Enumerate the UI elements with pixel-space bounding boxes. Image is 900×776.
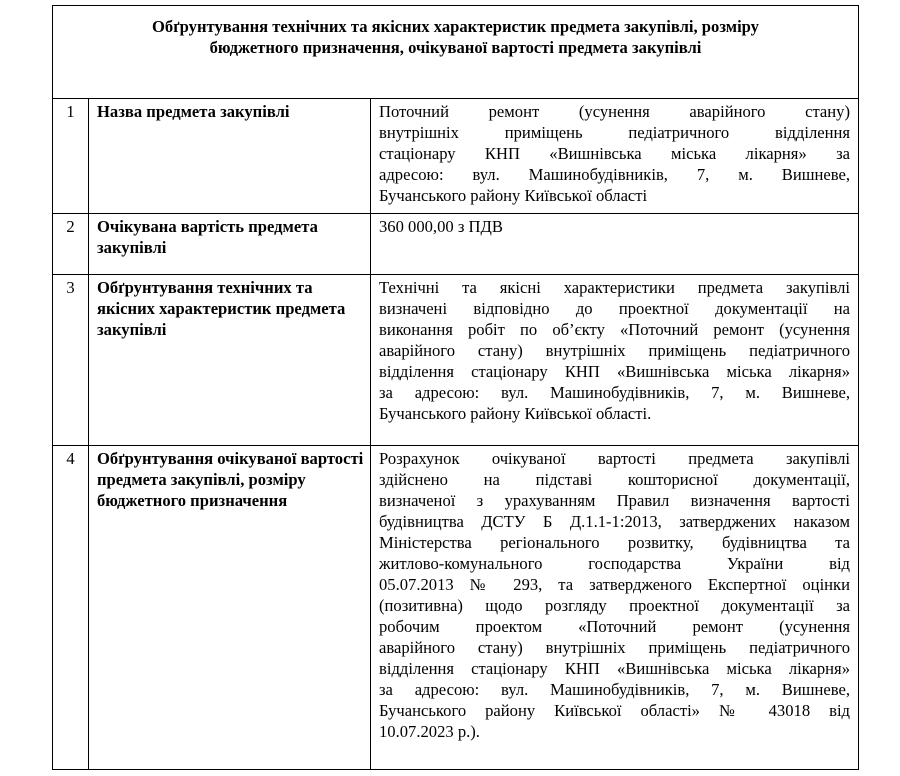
value-line: Технічні та якісні характеристики предмета закупівлі — [379, 278, 850, 297]
value-line: Бучанського району Київської області — [379, 186, 648, 205]
row-label: Назва предмета закупівлі — [89, 99, 371, 214]
value-line: виконання робіт по об’єкту «Поточний ремонт (усунення — [379, 320, 850, 339]
row-value — [371, 99, 859, 214]
value-line: Розрахунок очікуваної вартості предмета закупівлі — [379, 449, 850, 468]
title-line-2: бюджетного призначення, очікуваної вартості предмета закупівлі — [209, 38, 702, 57]
table-row — [53, 99, 859, 214]
value-line: адресою: вул. Машинобудівників, 7, м. Вишневе, — [379, 165, 850, 184]
row-number: 4 — [53, 446, 89, 770]
value-line: визначеної з урахуванням Правил визначення вартості — [379, 491, 850, 510]
value-line: відділення стаціонару КНП «Вишнівська міська лікарня» — [379, 659, 850, 678]
value-line: здійснено на підставі кошторисної документації, — [379, 470, 850, 489]
row-number: 2 — [53, 214, 89, 275]
value-line: визначені відповідно до проектної документації на — [379, 299, 850, 318]
value-line: Міністерства регіонального розвитку, будівництва та — [379, 533, 850, 552]
table-row — [53, 446, 859, 770]
value-line: Поточний ремонт (усунення аварійного стану) — [379, 102, 850, 121]
row-value — [371, 446, 859, 770]
value-line: будівництва ДСТУ Б Д.1.1-1:2013, затверджених наказом — [379, 512, 850, 531]
value-line: 05.07.2013 № 293, та затвердженого Експертної оцінки — [379, 575, 850, 594]
row-number: 1 — [53, 99, 89, 214]
value-line: за адресою: вул. Машинобудівників, 7, м. Вишневе, — [379, 680, 850, 699]
row-number: 3 — [53, 275, 89, 446]
row-label: Очікувана вартість предмета закупівлі — [89, 214, 371, 275]
value-line: робочим проектом «Поточний ремонт (усунення — [379, 617, 850, 636]
value-line: 10.07.2023 р.). — [379, 722, 480, 741]
value-line: аварійного стану) внутрішніх приміщень педіатричного — [379, 341, 850, 360]
value-line: Бучанського району Київської області. — [379, 404, 652, 423]
table-row — [53, 214, 859, 275]
table-row — [53, 275, 859, 446]
value-line: за адресою: вул. Машинобудівників, 7, м. Вишневе, — [379, 383, 850, 402]
value-line: внутрішніх приміщень педіатричного відділення — [379, 123, 850, 142]
value-line: (позитивна) щодо розгляду проектної документації за — [379, 596, 850, 615]
value-line: 360 000,00 з ПДВ — [379, 217, 503, 236]
row-value — [371, 214, 859, 275]
title-line-1: Обґрунтування технічних та якісних характеристик предмета закупівлі, розміру — [152, 17, 759, 36]
value-line: аварійного стану) внутрішніх приміщень педіатричного — [379, 638, 850, 657]
justification-table — [52, 5, 859, 770]
value-line: стаціонару КНП «Вишнівська міська лікарня» за — [379, 144, 850, 163]
row-value — [371, 275, 859, 446]
value-line: житлово-комунального господарства України від — [379, 554, 850, 573]
row-label: Обґрунтування очікуваної вартості предмета закупівлі, розміру бюджетного призначення — [89, 446, 371, 770]
row-label: Обґрунтування технічних та якісних характеристик предмета закупівлі — [89, 275, 371, 446]
value-line: Бучанського району Київської області» № 43018 від — [379, 701, 850, 720]
table-title — [53, 6, 859, 99]
value-line: відділення стаціонару КНП «Вишнівська міська лікарня» — [379, 362, 850, 381]
